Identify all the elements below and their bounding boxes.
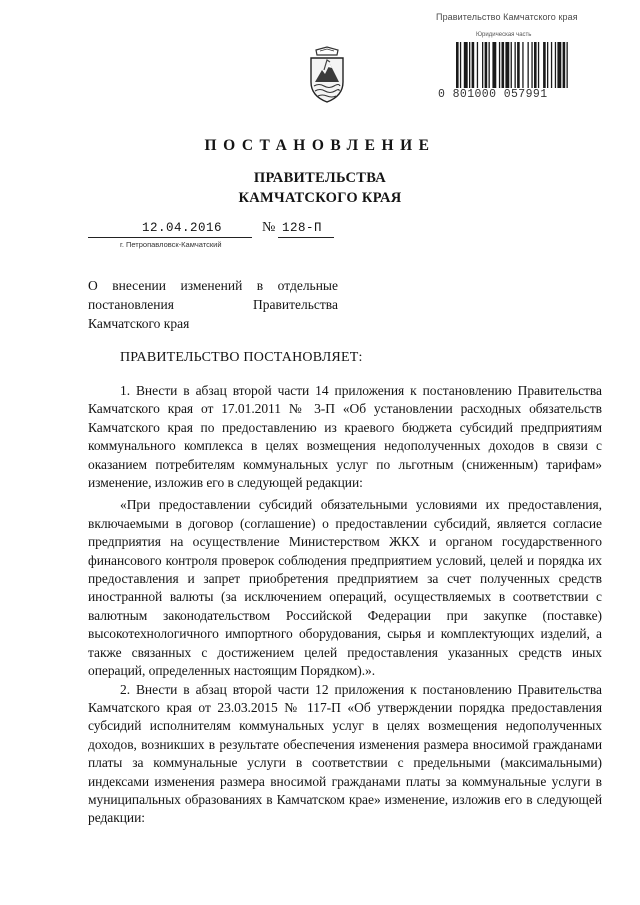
issuer-line-2: КАМЧАТСКОГО КРАЯ (238, 190, 402, 206)
document-body (88, 382, 602, 832)
number-sign: № (262, 220, 276, 235)
registration-stamp (418, 12, 628, 122)
barcode-number: 0 801000 057991 (438, 88, 548, 101)
stamp-subdivision: Юридическая часть (476, 32, 532, 38)
document-number: 128-П (282, 221, 323, 235)
paragraph-1: 1. Внести в абзац второй части 14 приложения к постановлению Правительства Камчатского края от 17.01.2011 № 3-П «Об установлении расходных обязательств Камчатского края по предоставлению из краевого бюджета субсидий предприятиям коммунального комплекса в целях возмещения недополученных доходов в связи с оказанием потребителям коммунальных услуг по льготным (сниженным) тарифам» изменение, изложив его в следующей редакции: (88, 383, 602, 491)
document-subject: О внесении изменений в отдельные постановления Правительства Камчатского края (88, 278, 338, 331)
paragraph-quote: «При предоставлении субсидий обязательными условиями их предоставления, включаемыми в договор (соглашение) о предоставлении субсидий, является согласие предприятия на осуществление Министерством ЖКХ и органом государственного финансового контроля проверок соблюдения предприятием условий, целей и порядка их предоставления и запрет приобретения предприятием за счет полученных средств иностранной валюты (за исключением операций, осуществляемых в соответствии с валютным законодательством Российской Федерации при закупке (поставке) высокотехнологичного импортного оборудования, сырья и комплектующих изделий, а также связанных с достижением целей предоставления указанных средств иных операций, определенных настоящим Порядком).». (88, 497, 602, 679)
number-underline (278, 237, 334, 238)
document-date: 12.04.2016 (142, 221, 223, 235)
paragraph-2: 2. Внести в абзац второй части 12 приложения к постановлению Правительства Камчатского края от 23.03.2015 № 117-П «Об утверждении порядка предоставления субсидий исполнителям коммунальных услуг в целях возмещения недополученных доходов, возникших в результате обеспечения изменения размера вносимой гражданами платы за коммунальные услуги в соответствии с предельными (максимальными) индексами изменения размера вносимой гражданами платы за коммунальные услуги в муниципальных образованиях в Камчатском крае» изменение, изложив его в следующей редакции: (88, 681, 602, 826)
date-underline (88, 237, 252, 238)
stamp-organization: Правительство Камчатского края (436, 12, 578, 22)
decree-heading: ПРАВИТЕЛЬСТВО ПОСТАНОВЛЯЕТ: (120, 350, 363, 365)
barcode (456, 42, 604, 88)
issue-city: г. Петропавловск-Камчатский (120, 240, 222, 249)
issuer-line-1: ПРАВИТЕЛЬСТВА (253, 170, 387, 186)
document-type-title: ПОСТАНОВЛЕНИЕ (204, 137, 436, 154)
coat-of-arms-emblem (308, 46, 346, 104)
